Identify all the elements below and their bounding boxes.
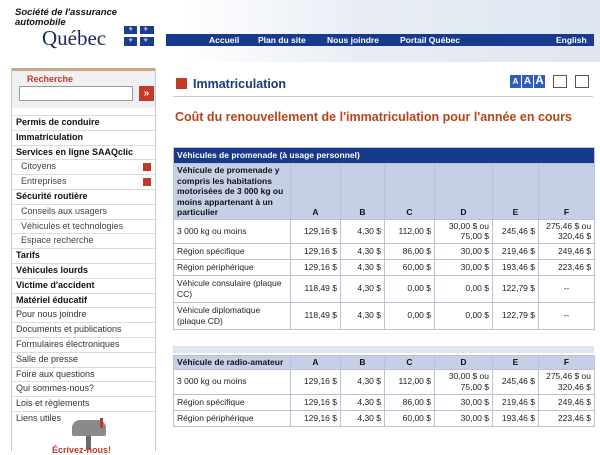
column-header: E (493, 356, 539, 370)
table-cell: 245,46 $ (493, 219, 539, 243)
top-navigation (166, 34, 594, 46)
sidebar-item-label: Liens utiles (16, 412, 62, 423)
sidebar-item-label: Conseils aux usagers (21, 205, 108, 216)
table-cell: 0,00 $ (385, 275, 435, 302)
table-cell: -- (539, 302, 595, 329)
table-cell: 129,16 $ (291, 369, 341, 394)
table-cell: 112,00 $ (385, 219, 435, 243)
sidebar-item[interactable] (12, 367, 155, 382)
table-cell: 30,00 $ (435, 243, 493, 259)
sidebar-item[interactable] (12, 337, 155, 352)
font-large-button[interactable]: A (535, 75, 544, 87)
table-cell: 118,49 $ (291, 302, 341, 329)
sidebar-item-label: Matériel éducatif (16, 294, 88, 305)
column-header: C (385, 356, 435, 370)
row-label: Région spécifique (174, 394, 291, 410)
row-label: 3 000 kg ou moins (174, 219, 291, 243)
print-icon[interactable] (553, 75, 567, 88)
sidebar-item[interactable] (12, 278, 155, 293)
table-row (174, 394, 595, 410)
table-cell: 4,30 $ (341, 410, 385, 426)
sidebar-item-label: Foire aux questions (16, 368, 95, 379)
table-cell: 122,79 $ (493, 302, 539, 329)
sidebar-item-label: Sécurité routière (16, 190, 88, 201)
column-header: F (539, 164, 595, 220)
table-row (174, 219, 595, 243)
table-cell: 193,46 $ (493, 410, 539, 426)
table-cell: 86,00 $ (385, 394, 435, 410)
search-panel (12, 68, 155, 108)
table-cell: 0,00 $ (435, 302, 493, 329)
table-cell: 0,00 $ (435, 275, 493, 302)
table-cell: 193,46 $ (493, 259, 539, 275)
sidebar-item-label: Formulaires électroniques (16, 338, 120, 349)
column-header-vehicle: Véhicule de promenade y compris les habitations motorisées de 3 000 kg ou moins appartenant à un particulier (174, 164, 291, 220)
sidebar-nav (12, 115, 155, 426)
square-bullet-icon (143, 178, 151, 186)
table-cell: 60,00 $ (385, 410, 435, 426)
quebec-logo-text[interactable]: Québec (42, 26, 107, 50)
page-tools (510, 75, 589, 88)
table-cell: 129,16 $ (291, 394, 341, 410)
table-row (174, 259, 595, 275)
sidebar-item[interactable] (12, 174, 155, 189)
table-row (174, 302, 595, 329)
table-cell: 129,16 $ (291, 259, 341, 275)
mailbox-icon[interactable] (62, 418, 112, 448)
table-cell: 30,00 $ ou 75,00 $ (435, 369, 493, 394)
sidebar-item[interactable] (12, 204, 155, 219)
column-header: A (291, 356, 341, 370)
table-row (174, 410, 595, 426)
table-cell: 4,30 $ (341, 302, 385, 329)
column-header: D (435, 164, 493, 220)
search-input[interactable] (19, 86, 133, 101)
column-header: B (341, 164, 385, 220)
sidebar-item[interactable] (12, 233, 155, 248)
row-label: Région spécifique (174, 243, 291, 259)
table-cell: 129,16 $ (291, 243, 341, 259)
table-cell: 129,16 $ (291, 410, 341, 426)
table-cell: 118,49 $ (291, 275, 341, 302)
contact-link[interactable]: Écrivez-nous! (52, 445, 112, 455)
table-cell: 30,00 $ (435, 259, 493, 275)
sidebar-item[interactable] (12, 115, 155, 130)
column-header: D (435, 356, 493, 370)
rates-table-radio-amateur (173, 355, 595, 427)
table-cell: 4,30 $ (341, 369, 385, 394)
sidebar-item-label: Espace recherche (21, 235, 94, 246)
table-cell: 4,30 $ (341, 259, 385, 275)
column-header: B (341, 356, 385, 370)
row-label: Véhicule diplomatique (plaque CD) (174, 302, 291, 329)
search-label: Recherche (27, 74, 74, 84)
table-cell: 219,46 $ (493, 394, 539, 410)
table-cell: 86,00 $ (385, 243, 435, 259)
table-cell: 112,00 $ (385, 369, 435, 394)
row-label: Région périphérique (174, 259, 291, 275)
table-cell: -- (539, 275, 595, 302)
sidebar-item-label: Services en ligne SAAQclic (16, 146, 134, 157)
table-cell: 0,00 $ (385, 302, 435, 329)
sidebar-item[interactable] (12, 159, 155, 174)
column-header: E (493, 164, 539, 220)
sidebar-item[interactable] (12, 145, 155, 160)
sidebar-item-label: Salle de presse (16, 353, 79, 364)
page-header (173, 72, 593, 97)
table-cell: 30,00 $ (435, 410, 493, 426)
sidebar-item[interactable] (12, 263, 155, 278)
sidebar-item-label: Véhicules et technologies (21, 220, 124, 231)
table-cell: 129,16 $ (291, 219, 341, 243)
table-row (174, 275, 595, 302)
quebec-flag-icon: ⚜ ⚜ ⚜ ⚜ (124, 26, 154, 46)
table-cell: 275,46 $ ou 320,46 $ (539, 369, 595, 394)
sidebar-item-label: Citoyens (21, 161, 57, 172)
email-icon[interactable] (575, 75, 589, 88)
table-cell: 249,46 $ (539, 394, 595, 410)
title-marker-icon (176, 78, 187, 89)
search-button[interactable]: » (139, 86, 154, 101)
column-header: F (539, 356, 595, 370)
nav-nous-joindre[interactable]: Nous joindre (327, 35, 379, 45)
table-cell: 4,30 $ (341, 275, 385, 302)
page-title: Immatriculation (193, 77, 287, 91)
row-label: Région périphérique (174, 410, 291, 426)
table-cell: 275,46 $ ou 320,46 $ (539, 219, 595, 243)
sidebar-item-label: Entreprises (21, 176, 67, 187)
column-header: C (385, 164, 435, 220)
nav-plan-du-site[interactable]: Plan du site (258, 35, 306, 45)
site-header (0, 0, 600, 62)
sidebar-item-label: Victime d'accident (16, 279, 95, 290)
sidebar-item-label: Pour nous joindre (16, 309, 87, 320)
sidebar-item[interactable] (12, 307, 155, 322)
sidebar-item-label: Qui sommes-nous? (16, 383, 95, 394)
rates-table-promenade (173, 147, 595, 330)
table-row (174, 369, 595, 394)
table-cell: 219,46 $ (493, 243, 539, 259)
square-bullet-icon (143, 163, 151, 171)
org-line-1: Société de l'assurance (15, 7, 118, 18)
table-cell: 245,46 $ (493, 369, 539, 394)
sidebar-item[interactable] (12, 130, 155, 145)
table-cell: 223,46 $ (539, 410, 595, 426)
sidebar-item-label: Lois et règlements (16, 398, 90, 409)
sidebar-item-label: Documents et publications (16, 324, 122, 335)
sidebar-item[interactable] (12, 293, 155, 308)
column-header: A (291, 164, 341, 220)
section-header: Véhicules de promenade (à usage personnel) (174, 148, 595, 164)
sidebar-item[interactable] (12, 219, 155, 234)
org-line-2: automobile (15, 17, 66, 28)
table-cell: 223,46 $ (539, 259, 595, 275)
sidebar-item-label: Permis de conduire (16, 117, 100, 127)
font-small-button[interactable]: A (510, 75, 521, 88)
column-header-vehicle: Véhicule de radio-amateur (174, 356, 291, 370)
sidebar-item[interactable] (12, 189, 155, 204)
sidebar-item[interactable] (12, 352, 155, 367)
table-row (174, 243, 595, 259)
sidebar-item[interactable] (12, 396, 155, 411)
sidebar-item[interactable] (12, 322, 155, 337)
table-cell: 4,30 $ (341, 394, 385, 410)
table-cell: 4,30 $ (341, 219, 385, 243)
sidebar-item-label: Tarifs (16, 250, 40, 261)
sidebar-item[interactable] (12, 248, 155, 263)
table-cell: 4,30 $ (341, 243, 385, 259)
nav-accueil[interactable]: Accueil (209, 35, 240, 45)
sidebar (11, 68, 156, 455)
language-toggle[interactable]: English (556, 35, 587, 45)
row-label: 3 000 kg ou moins (174, 369, 291, 394)
sidebar-item-label: Immatriculation (16, 131, 84, 142)
font-medium-button[interactable]: A (523, 76, 532, 87)
table-cell: 249,46 $ (539, 243, 595, 259)
sidebar-item[interactable] (12, 381, 155, 396)
page-subtitle: Coût du renouvellement de l'immatriculation pour l'année en cours (175, 110, 572, 124)
table-cell: 30,00 $ (435, 394, 493, 410)
nav-portail-quebec[interactable]: Portail Québec (400, 35, 460, 45)
organization-name[interactable] (15, 8, 117, 28)
table-cell: 30,00 $ ou 75,00 $ (435, 219, 493, 243)
sidebar-item-label: Véhicules lourds (16, 264, 89, 275)
table-cell: 60,00 $ (385, 259, 435, 275)
table-cell: 122,79 $ (493, 275, 539, 302)
row-label: Véhicule consulaire (plaque CC) (174, 275, 291, 302)
table-separator (173, 346, 594, 353)
